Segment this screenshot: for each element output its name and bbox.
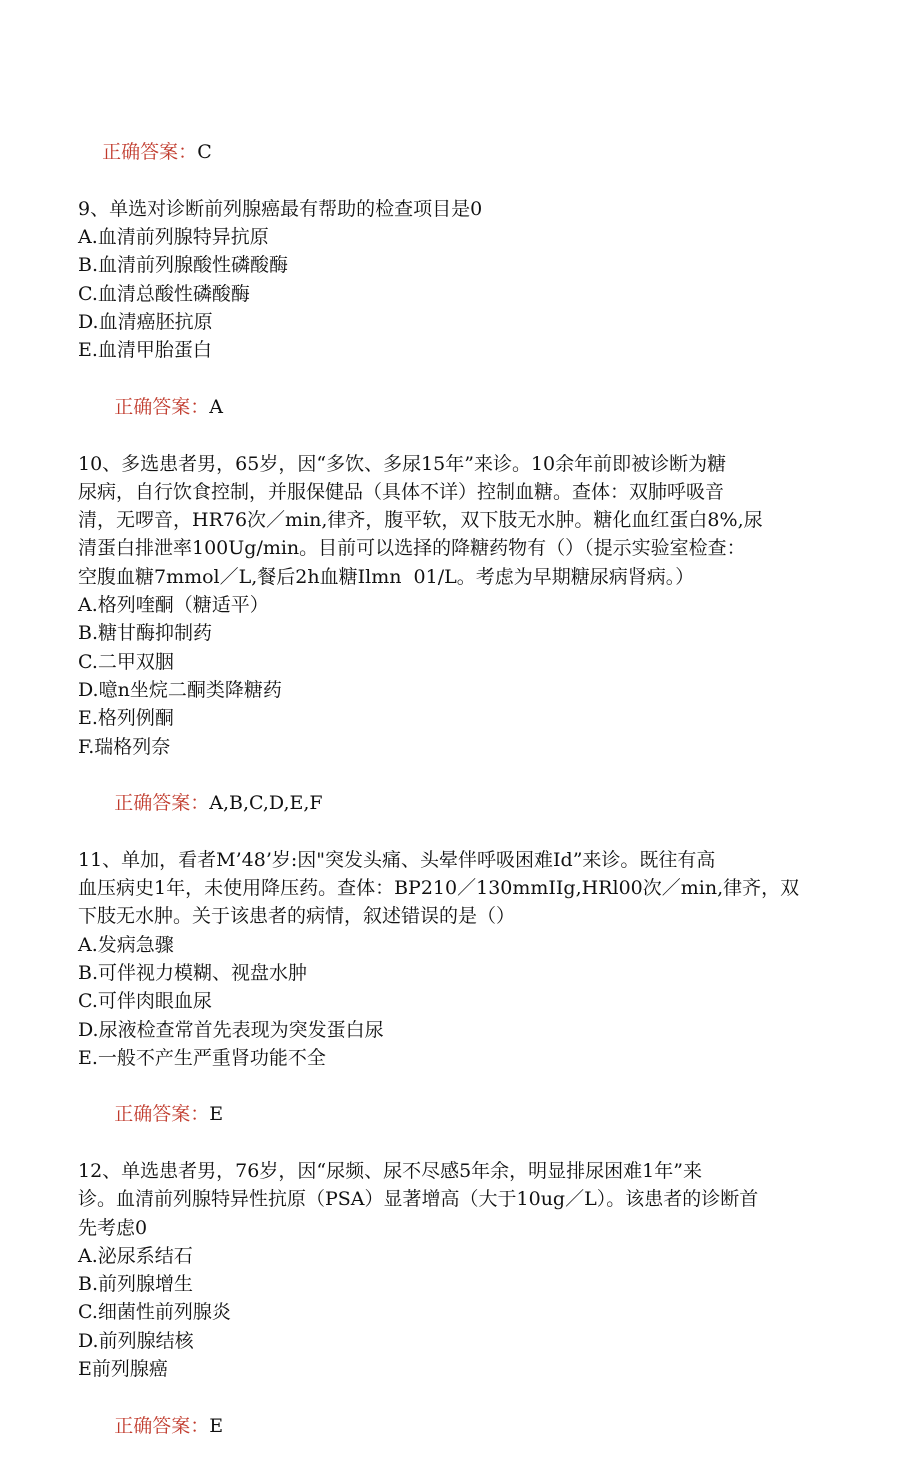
- option-b: B.前列腺增生: [78, 1273, 194, 1296]
- answer-value: E: [209, 1414, 224, 1437]
- option-b: B.可伴视力模糊、视盘水肿: [78, 961, 308, 984]
- option-d: D.前列腺结核: [78, 1329, 194, 1352]
- question-stem-line: 空腹血糖7mmol／L,餐后2h血糖Ilmn 01/L。考虑为早期糖尿病肾病。）: [78, 565, 695, 588]
- option-b: B.血清前列腺酸性磷酸酶: [78, 254, 289, 277]
- option-c: C.细菌性前列腺炎: [78, 1301, 231, 1324]
- question-stem-line: 先考虑0: [78, 1216, 148, 1239]
- option-c: C.可伴肉眼血尿: [78, 990, 212, 1013]
- option-c: C.血清总酸性磷酸酶: [78, 282, 250, 305]
- option-e: E前列腺癌: [78, 1358, 168, 1381]
- option-e: E.血清甲胎蛋白: [78, 339, 212, 362]
- option-a: A.血清前列腺特异抗原: [78, 226, 269, 249]
- question-stem-line: 12、单选患者男，76岁，因“尿频、尿不尽感5年余，明显排尿困难1年”来: [78, 1159, 702, 1182]
- answer-line-8: [78, 110, 838, 195]
- option-d: D.噫n坐烷二酮类降糖药: [78, 678, 282, 701]
- answer-label: 正确答案：: [114, 395, 210, 418]
- option-e: E.一般不产生严重肾功能不全: [78, 1046, 326, 1069]
- question-stem-line: 10、多选患者男，65岁，因“多饮、多尿15年”来诊。10余年前即被诊断为糖: [78, 452, 727, 475]
- answer-line: [78, 365, 838, 450]
- question-stem-line: 尿病，自行饮食控制，并服保健品（具体不详）控制血糖。查体：双肺呼吸音: [78, 480, 725, 503]
- answer-label: 正确答案：: [114, 1414, 210, 1437]
- answer-line: [78, 1072, 838, 1157]
- option-a: A.发病急骤: [78, 933, 174, 956]
- answer-label: 正确答案：: [114, 792, 210, 815]
- option-f: F.瑞格列奈: [78, 735, 171, 758]
- question-stem-line: 清，无啰音，HR76次／min,律齐，腹平软，双下肢无水肿。糖化血红蛋白8%,尿: [78, 509, 763, 532]
- answer-value: A,B,C,D,E,F: [209, 792, 323, 815]
- option-c: C.二甲双胭: [78, 650, 174, 673]
- question-stem-line: 11、单加，看者M’48’岁:因"突发头痛、头晕伴呼吸困难Id”来诊。既往有高: [78, 848, 716, 871]
- option-e: E.格列例酮: [78, 707, 174, 730]
- question-12: [78, 1157, 838, 1468]
- option-a: A.格列喹酮（糖适平）: [78, 594, 269, 617]
- answer-label: 正确答案：: [114, 1103, 210, 1126]
- answer-value: E: [209, 1103, 224, 1126]
- option-b: B.糖甘酶抑制药: [78, 622, 213, 645]
- question-11: [78, 846, 838, 1157]
- answer-value: A: [209, 395, 223, 418]
- question-stem: 9、单选对诊断前列腺癌最有帮助的检查项目是0: [78, 197, 483, 220]
- exam-page: [78, 110, 838, 1468]
- question-10: [78, 450, 838, 846]
- option-d: D.尿液检查常首先表现为突发蛋白尿: [78, 1018, 384, 1041]
- question-stem-line: 诊。血清前列腺特异性抗原（PSA）显著增高（大于10ug／L）。该患者的诊断首: [78, 1188, 759, 1211]
- question-stem-line: 清蛋白排泄率100Ug/min。目前可以选择的降糖药物有（）（提示实验室检查：: [78, 537, 746, 560]
- question-stem-line: 血压病史1年，未使用降压药。查体：BP210／130mmIIg,HRl00次／min,律齐，双: [78, 877, 800, 900]
- answer-line: [78, 761, 838, 846]
- question-9: [78, 195, 838, 450]
- answer-line: [78, 1383, 838, 1468]
- option-a: A.泌尿系结石: [78, 1244, 193, 1267]
- answer-value: C: [197, 141, 212, 164]
- question-stem-line: 下肢无水肿。关于该患者的病情，叙述错误的是（）: [78, 905, 516, 928]
- option-d: D.血清癌胚抗原: [78, 311, 213, 334]
- answer-label: 正确答案：: [102, 141, 198, 164]
